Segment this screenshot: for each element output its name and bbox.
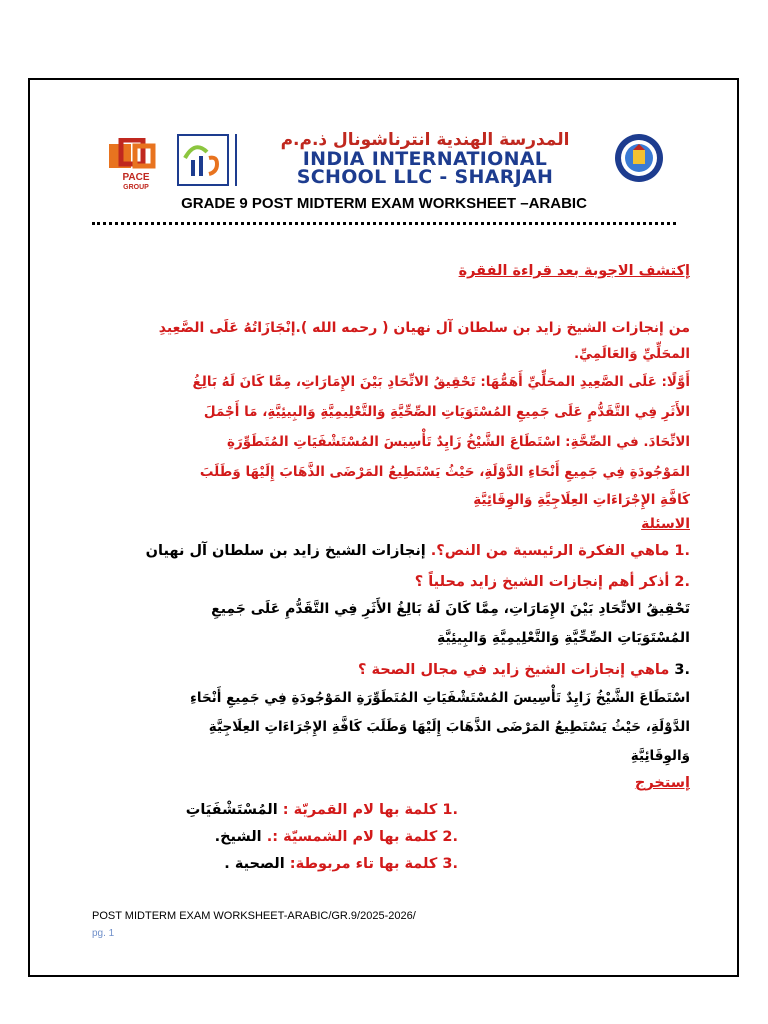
questions-heading: الاسئلة xyxy=(641,516,690,532)
question-2-answer-line-1: تَحْقِيقُ الاتِّحَادِ بَيْنَ الإِمَارَاتِ، مِمَّا كَانَ لَهُ بَالِغُ الأَثَرِ فِي التَّقَدُّمِ عَلَى جَمِيعِ xyxy=(211,601,690,617)
question-3-text: ماهي إنجازات الشيخ زايد في مجال الصحة ؟ xyxy=(357,662,670,678)
passage-line-1: من إنجازات الشيخ زايد بن سلطان آل نهيان ( رحمه الله ).إنْجَازَاتُهُ عَلَى الصَّعِيدِ xyxy=(158,320,690,336)
worksheet-title: GRADE 9 POST MIDTERM EXAM WORKSHEET –ARABIC xyxy=(181,195,587,212)
page-number: pg. 1 xyxy=(92,928,115,939)
question-1 xyxy=(70,543,690,559)
school-name-english xyxy=(265,150,585,186)
extract-item-1 xyxy=(58,802,458,818)
question-1-number: .1 xyxy=(674,543,690,559)
extract-2-answer: الشيخ. xyxy=(214,829,262,845)
pace-group-logo xyxy=(105,138,167,196)
question-1-text: ماهي الفكرة الرئيسية من النص؟. xyxy=(430,543,670,559)
extract-3-answer: الصحية . xyxy=(224,856,285,872)
group-text: GROUP xyxy=(123,184,149,191)
question-3-answer-line-3: وَالوِقَائِيَّةِ xyxy=(630,748,690,764)
iis-logo xyxy=(177,134,229,186)
pace-text: PACE xyxy=(122,172,150,183)
question-3-answer-line-1: اسْتَطَاعَ الشَّيْخُ زَايِدٌ تَأْسِيسَ المُسْتَشْفَيَاتِ المُتَطَوِّرَةِ المَوْجُودَةِ فِي جَمِيعِ أَنْحَاءِ xyxy=(189,690,690,706)
question-2 xyxy=(70,574,690,590)
school-name-line2: SCHOOL LLC - SHARJAH xyxy=(296,166,554,188)
extract-2-number: .2 xyxy=(442,829,458,845)
header-separator xyxy=(235,134,237,186)
passage-line-7: كَافَّةِ الإِجْرَاءَاتِ العِلَاجِيَّةِ وَالوِقَائِيَّةِ xyxy=(473,492,690,508)
instruction: إكتشف الاجوبة بعد قراءة الفقرة xyxy=(458,263,690,279)
school-name-block xyxy=(265,130,585,186)
school-name-line1: INDIA INTERNATIONAL xyxy=(302,148,548,170)
extract-1-label: كلمة بها لام القمريّة : xyxy=(282,802,438,818)
question-2-answer-line-2: المُسْتَوَيَاتِ الصِّحِّيَّةِ وَالتَّعْلِيمِيَّةِ وَالبِيئِيَّةِ xyxy=(436,630,690,646)
extract-3-number: .3 xyxy=(442,856,458,872)
school-header xyxy=(105,130,665,192)
extract-item-3 xyxy=(58,856,458,872)
extract-2-label: كلمة بها لام الشمسيّة :. xyxy=(266,829,438,845)
question-3-number: .3 xyxy=(674,662,690,678)
dotted-divider xyxy=(92,222,676,225)
school-name-arabic: المدرسة الهندية انترناشونال ذ.م.م xyxy=(280,130,570,150)
passage-line-6: المَوْجُودَةِ فِي جَمِيعِ أَنْحَاءِ الدَّوْلَةِ، حَيْثُ يَسْتَطِيعُ المَرْضَى الذَّهَابَ إِلَيْهَا وَطَلَبَ xyxy=(199,464,690,480)
question-3 xyxy=(70,662,690,678)
question-3-answer-line-2: الدَّوْلَةِ، حَيْثُ يَسْتَطِيعُ المَرْضَى الذَّهَابَ إِلَيْهَا وَطَلَبَ كَافَّةِ الإِجْرَاءَاتِ العِلَاجِيَّةِ xyxy=(208,719,690,735)
extract-3-label: كلمة بها تاء مربوطة: xyxy=(289,856,438,872)
question-2-number: .2 xyxy=(674,574,690,590)
passage-line-5: الاتِّحَادَ. في الصِّحَّةِ: اسْتَطَاعَ الشَّيْخُ زَايِدٌ تَأْسِيسَ المُسْتَشْفَيَاتِ المُتَطَوِّرَةِ xyxy=(226,434,690,450)
extract-1-answer: المُسْتَشْفَيَاتِ xyxy=(185,802,278,818)
footer-text: POST MIDTERM EXAM WORKSHEET-ARABIC/GR.9/2025-2026/ xyxy=(92,910,416,922)
passage-line-2: المحَلِّيِّ وَالعَالَمِيِّ. xyxy=(573,346,690,362)
extract-1-number: .1 xyxy=(442,802,458,818)
sharjah-crest-icon xyxy=(613,132,665,184)
passage-line-3: أَوَّلًا: عَلَى الصَّعِيدِ المحَلِّيِّ أَهَمُّهَا: تَحْقِيقُ الاتِّحَادِ بَيْنَ الإِمَارَاتِ، مِمَّا كَانَ لَهُ بَالِغُ xyxy=(192,374,690,390)
passage-line-4: الأَثَرِ فِي التَّقَدُّمِ عَلَى جَمِيعِ المُسْتَوَيَاتِ الصِّحِّيَّةِ وَالتَّعْلِيمِيَّةِ وَالبِيئِيَّةِ، مَا أَجْمَلَ xyxy=(203,404,690,420)
extract-item-2 xyxy=(58,829,458,845)
question-2-text: أذكر أهم إنجازات الشيخ زايد محلياً ؟ xyxy=(414,574,670,590)
question-1-answer: إنجازات الشيخ زايد بن سلطان آل نهيان xyxy=(145,543,426,559)
extract-heading: إستخرج xyxy=(634,775,690,791)
